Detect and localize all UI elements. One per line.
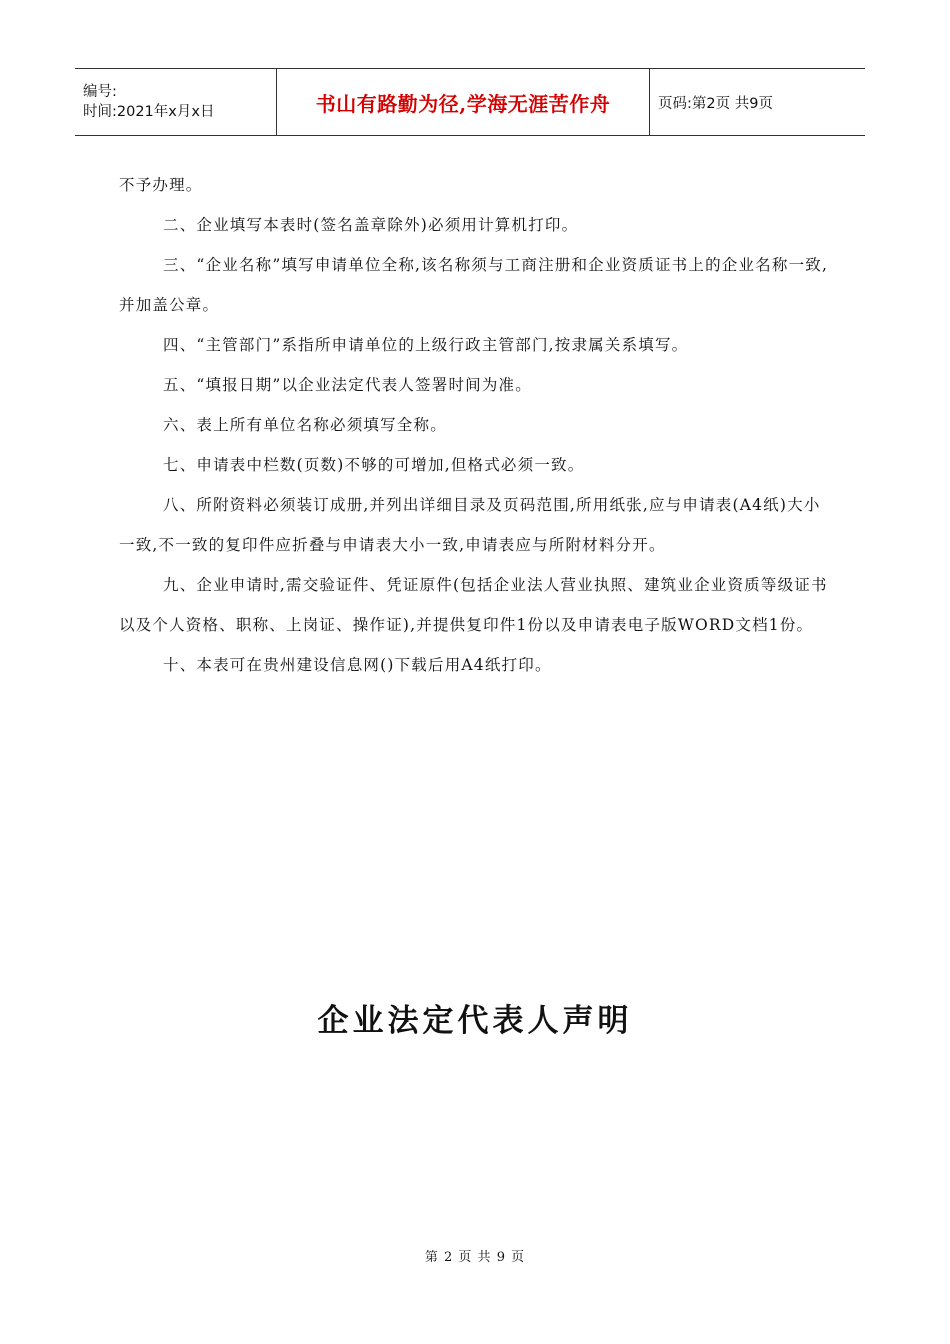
header-page-code: 页码:第2页 共9页 (658, 95, 773, 112)
document-time-label: 时间:2021年x月x日 (83, 104, 215, 120)
paragraph: 八、所附资料必须装订成册,并列出详细目录及页码范围,所用纸张,应与申请表(A4纸)大小一致,不一致的复印件应折叠与申请表大小一致,申请表应与所附材料分开。 (119, 496, 821, 554)
paragraph: 九、企业申请时,需交验证件、凭证原件(包括企业法人营业执照、建筑业企业资质等级证书以及个人资格、职称、上岗证、操作证),并提供复印件1份以及申请表电子版WORD文档1份。 (119, 576, 828, 634)
paragraph: 十、本表可在贵州建设信息网()下载后用A4纸打印。 (163, 656, 552, 674)
paragraph: 二、企业填写本表时(签名盖章除外)必须用计算机打印。 (163, 216, 579, 234)
page-header (75, 68, 865, 136)
header-meta (75, 69, 277, 135)
paragraph: 五、“填报日期”以企业法定代表人签署时间为准。 (163, 376, 532, 394)
paragraph: 六、表上所有单位名称必须填写全称。 (163, 416, 447, 434)
paragraph: 四、“主管部门”系指所申请单位的上级行政主管部门,按隶属关系填写。 (163, 336, 689, 354)
page-footer: 第 2 页 共 9 页 (424, 1250, 526, 1265)
paragraph: 七、申请表中栏数(页数)不够的可增加,但格式必须一致。 (163, 456, 585, 474)
section-title: 企业法定代表人声明 (317, 1003, 633, 1039)
paragraph: 不予办理。 (119, 176, 203, 194)
instructions-body (119, 165, 829, 685)
document-number-label: 编号: (83, 84, 117, 100)
header-motto: 书山有路勤为径,学海无涯苦作舟 (277, 69, 650, 135)
paragraph: 三、“企业名称”填写申请单位全称,该名称须与工商注册和企业资质证书上的企业名称一致,并加盖公章。 (119, 256, 829, 314)
